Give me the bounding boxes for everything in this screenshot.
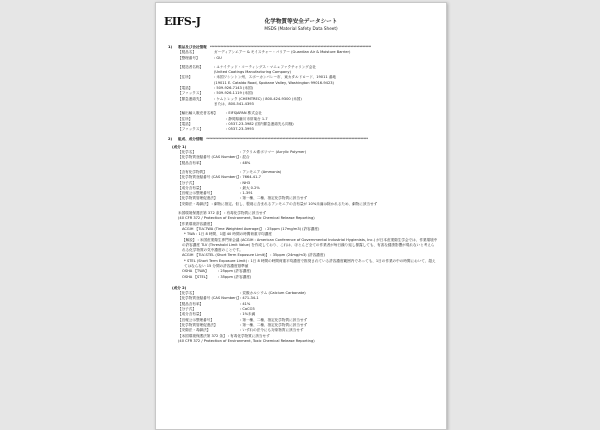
field-label: 【官報公示整理番号】 (178, 191, 214, 196)
field-value: : 第一種、二種、指定化学物質に該当せず (240, 322, 308, 327)
stel-bullet: * STEL (Short Term Exposure Limit) : 1日 8 時間の時間荷重平均濃度で推奨されている許容濃度範囲内であっても、1日の作業の中の時間において、超えてはならない 15 分間の許容濃度基準値 (184, 258, 436, 268)
law-note: 【安衛法・毒劇法】 : 劇物に指定。但し、製剤に含まれるアンモニアの含有量が 10%未満は除かれるため、劇物に該当せず (178, 201, 378, 206)
field-value: : 1%未満 (240, 312, 256, 317)
field-label: 【製品含有率】 (178, 160, 204, 165)
text-line: (40 CFR 372 / Protection of Environment, Toxic Chemical Release Reporting) (178, 216, 315, 221)
stel-bullet-text: STEL (Short Term Exposure Limit) : 1日 8 時間の時間荷重平均濃度で推奨されている許容濃度範囲内であっても、1日の作業の中の時間において、超えてはならない 15 分間の許容濃度基準値 (184, 258, 436, 268)
field-row (168, 56, 438, 61)
field-label: 【緊急連絡先】 (178, 96, 204, 101)
field-value: : アクリル系ポリマー (Acrylic Polymer) (240, 150, 307, 155)
field-value: (19011 E. Cataldo Road, Spokane Valley, Washington 99016-9423) (214, 80, 334, 85)
field-label: OSHA 【STEL】 (182, 274, 210, 279)
field-label: 【分子式】 (178, 180, 196, 185)
msds-page (155, 2, 447, 430)
text-line: 【作業環境許容濃度】 (178, 221, 214, 226)
field-value: : 第一種、二種、指定化学物質に該当せず (240, 317, 308, 322)
field-value: : 最大 0.2% (240, 185, 260, 190)
section-2-heading (168, 137, 438, 142)
section-number: 1) (168, 45, 173, 49)
section-title: 組成、成分情報 (178, 137, 204, 142)
field-value: : 0537-23-3982 (国内緊急連絡先も同様) (226, 121, 294, 126)
doc-content (168, 44, 438, 344)
twa-bullet: * TWA : 1日 8 時間、1週 40 時間の時間荷重平均濃度 (184, 232, 272, 237)
field-label: 【含有化学物質】 (178, 169, 207, 174)
section-title: 製品及び会社情報 (178, 45, 207, 49)
field-label: 【住所】 (178, 116, 193, 121)
field-label: 【整理番号】 (178, 55, 200, 60)
field-value: : いずれの法令にも対象物質に該当せず (240, 328, 304, 333)
field-label: 【ファックス】 (178, 127, 204, 132)
text-line: 【米国環境保護法第 372 条】 : 有毒化学物質に該当せず (178, 333, 270, 338)
field-value: : 炭酸カルシウム (Calcium Carbonate) (240, 291, 306, 296)
field-label: 【化学物質管理促進法】 (178, 322, 218, 327)
field-label: 【電話】 (178, 86, 193, 91)
field-label: 【分子式】 (178, 307, 196, 312)
field-label: 【ファックス】 (178, 91, 204, 96)
field-value: : 混合 (240, 155, 250, 160)
twa-heading: ACGIH 【TLV-TWA (Time Weighted Average)】 : 25ppm (17mg/m3) (許容濃度) (182, 226, 320, 231)
field-value: : 0537-23-3993 (226, 127, 254, 132)
field-label: 【化学物質管理促進法】 (178, 196, 218, 201)
field-value: : 41% (240, 301, 251, 306)
field-label: 【安衛法・毒劇法】 (178, 328, 211, 333)
field-value: : 第一種、二種、指定化学物質に該当せず (240, 196, 308, 201)
doc-subtitle: MSDS (Material Safety Data Sheet) (264, 26, 338, 31)
field-row (168, 196, 438, 201)
field-label: 【官報公示整理番号】 (178, 317, 214, 322)
field-label: 【電話】 (178, 121, 193, 126)
field-value: (United Coatings Manufacturing Company) (214, 70, 291, 75)
field-value: : 509-926-1119 (米国) (214, 91, 253, 96)
section-divider: ************************************************************************************************************ (209, 45, 372, 49)
section-divider: ************************************************************************************************************ (206, 137, 368, 142)
field-label: 【化学物質登録番号 (CAS Number)】 (178, 175, 241, 180)
twa-bullet-text: TWA : 1日 8 時間、1週 40 時間の時間荷重平均濃度 (186, 232, 272, 237)
field-value: : GU (214, 55, 222, 60)
field-value: : 米国ワシントン州、スポーカンバレー市、東カタルドロード、19011 番地 (214, 75, 337, 80)
field-label: OSHA 【TWA】 (182, 269, 209, 274)
field-value: : 509-926-7143 (米国) (214, 86, 253, 91)
field-value: : 48% (240, 160, 251, 165)
text-line: 米国環境保護法第 372 条】 : 有毒化学物質に該当せず (178, 211, 267, 216)
doc-title: 化学物質等安全データシート (264, 19, 338, 25)
field-label: 【住所】 (178, 75, 193, 80)
field-label: 【成分含有量】 (178, 312, 204, 317)
field-value: : ユナイテッド・コーティングス・マニュファクチャリング会社 (214, 64, 317, 69)
field-label: 【製品名】 (178, 50, 196, 55)
text-line: (40 CFR 372 / Protection of Environment, Toxic Chemical Release Reporting) (178, 338, 315, 343)
field-value: ガーディアンエアー & モイスチャー・バリアー (Guardian Air & Moisture Barrier) (214, 50, 351, 55)
field-value: : 25ppm (許容濃度) (218, 269, 252, 274)
field-row (168, 275, 438, 280)
field-value: : 1-391 (240, 191, 253, 196)
field-label: 【成分含有量】 (178, 185, 204, 190)
field-label: 【製品含有率】 (178, 301, 204, 306)
field-value: : アンモニア (Ammonia) (240, 169, 282, 174)
field-row (168, 161, 438, 166)
component-1-label: (成分 1) (172, 144, 187, 149)
field-value: : 35ppm (許容濃度) (218, 274, 252, 279)
field-value: : 471-34-1 (240, 296, 259, 301)
field-value: : EIFSJAPAN 株式会社 (226, 111, 263, 116)
stel-heading: ACGIH 【TLV-STEL (Short Term Exposure Limit)】 : 35ppm (24mg/m3) (許容濃度) (182, 253, 325, 258)
text-line: 【解説】 : 米国産業衛生専門家会議 (ACGIH : American Conference of Governmental Industrial Hygienists, Inc.) が日本産業衛生学会では、作業環境中の許容濃度 TLV (Threshold Limit Value) を作成しており、これは、ほとんど全ての作業者が毎日繰り返し暴露しても、有害な健康影響が現れないと考えられる化学物質の気中濃度のことです。 (182, 237, 438, 253)
field-label (178, 102, 214, 107)
field-value: : 7664-41-7 (240, 175, 261, 180)
field-value: または、800-541-4393 (214, 101, 254, 106)
section-number: 2) (168, 137, 173, 142)
field-label: 【化学物質登録番号 (CAS Number)】 (178, 155, 241, 160)
field-value: : NH3 (240, 180, 251, 185)
field-label: 【輸出輸入販売者名称】 (178, 111, 218, 116)
component-2-label: (成分 2) (172, 285, 187, 290)
company-logo: EIFS-J (164, 15, 201, 28)
field-label: 【化学物質登録番号 (CAS Number)】 (178, 296, 241, 301)
field-row (168, 102, 438, 107)
field-row (168, 127, 438, 132)
field-label: 【製造者名称】 (178, 64, 204, 69)
field-label: 【化学名】 (178, 291, 196, 296)
field-label: 【化学名】 (178, 150, 196, 155)
field-value: : CaCO3 (240, 307, 255, 312)
field-value: : ケムトレック (CHEMTREC) / 800-424-9300 (米国) (214, 96, 302, 101)
field-value: : 静岡県藤川市常葉台 1-7 (226, 116, 268, 121)
field-row (168, 328, 438, 333)
